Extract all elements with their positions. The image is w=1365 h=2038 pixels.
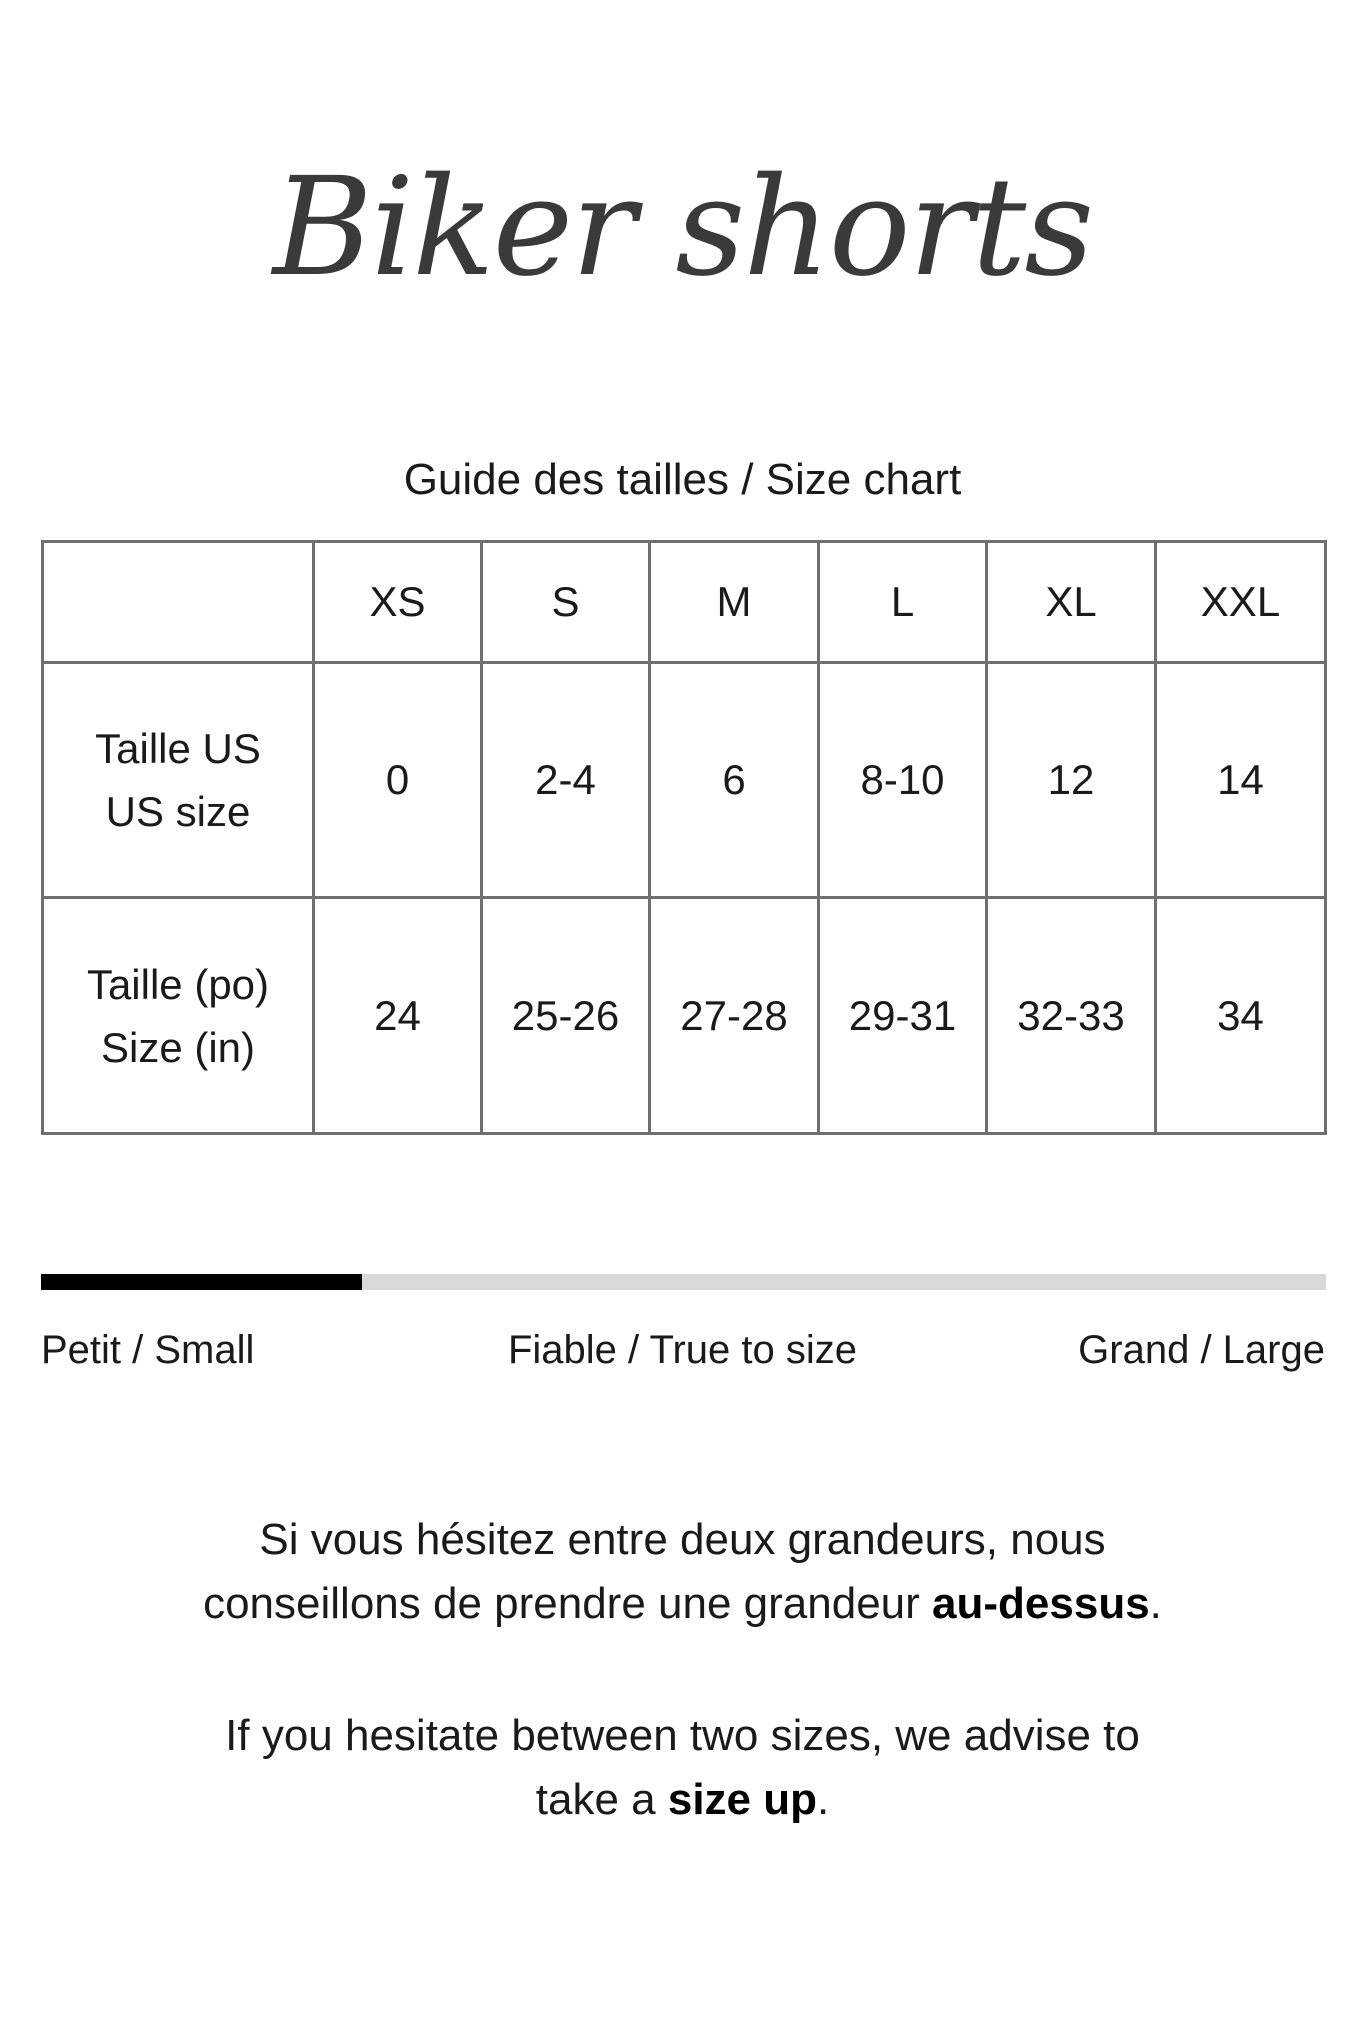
page-title: Biker shorts bbox=[272, 149, 1093, 307]
advice-en-line2-suffix: . bbox=[817, 1775, 830, 1824]
row-label-line: US size bbox=[105, 787, 251, 835]
table-cell: 32-33 bbox=[987, 898, 1156, 1134]
header-cell-m: M bbox=[650, 542, 819, 663]
header-cell-xl: XL bbox=[987, 542, 1156, 663]
advice-fr-line1: Si vous hésitez entre deux grandeurs, nous bbox=[259, 1515, 1106, 1564]
advice-fr-emphasis: au-dessus bbox=[932, 1579, 1150, 1628]
advice-french bbox=[0, 1508, 1365, 1636]
table-cell: 14 bbox=[1156, 662, 1326, 898]
fit-label-small: Petit / Small bbox=[41, 1328, 255, 1372]
table-header-row bbox=[43, 542, 1326, 663]
header-cell-s: S bbox=[482, 542, 650, 663]
table-cell: 6 bbox=[650, 662, 819, 898]
table-row-size-in bbox=[43, 898, 1326, 1134]
advice-fr-line2-suffix: . bbox=[1149, 1579, 1162, 1628]
header-cell-xxl: XXL bbox=[1156, 542, 1326, 663]
fit-scale-track bbox=[41, 1274, 1326, 1290]
size-table bbox=[41, 540, 1327, 1135]
table-cell: 0 bbox=[314, 662, 482, 898]
fit-label-true-to-size: Fiable / True to size bbox=[507, 1328, 858, 1372]
row-label-line: Size (in) bbox=[100, 1023, 256, 1071]
table-cell: 8-10 bbox=[819, 662, 987, 898]
row-label-line: Taille (po) bbox=[86, 960, 270, 1008]
row-label-size-in bbox=[43, 898, 314, 1134]
size-chart-subtitle: Guide des tailles / Size chart bbox=[403, 455, 962, 504]
table-cell: 24 bbox=[314, 898, 482, 1134]
table-cell: 25-26 bbox=[482, 898, 650, 1134]
advice-english bbox=[0, 1704, 1365, 1832]
table-corner-cell bbox=[43, 542, 314, 663]
table-cell: 12 bbox=[987, 662, 1156, 898]
row-label-us-size bbox=[43, 662, 314, 898]
advice-fr-line2-prefix: conseillons de prendre une grandeur bbox=[203, 1579, 933, 1628]
table-row-us-size bbox=[43, 662, 1326, 898]
table-cell: 27-28 bbox=[650, 898, 819, 1134]
header-cell-l: L bbox=[819, 542, 987, 663]
table-cell: 2-4 bbox=[482, 662, 650, 898]
row-label-line: Taille US bbox=[95, 724, 261, 772]
table-cell: 29-31 bbox=[819, 898, 987, 1134]
fit-scale-fill bbox=[41, 1274, 362, 1290]
header-cell-xs: XS bbox=[314, 542, 482, 663]
advice-en-line2-prefix: take a bbox=[535, 1775, 668, 1824]
advice-en-emphasis: size up bbox=[667, 1775, 817, 1824]
fit-label-large: Grand / Large bbox=[1078, 1328, 1325, 1372]
table-cell: 34 bbox=[1156, 898, 1326, 1134]
advice-en-line1: If you hesitate between two sizes, we advise to bbox=[225, 1711, 1140, 1760]
